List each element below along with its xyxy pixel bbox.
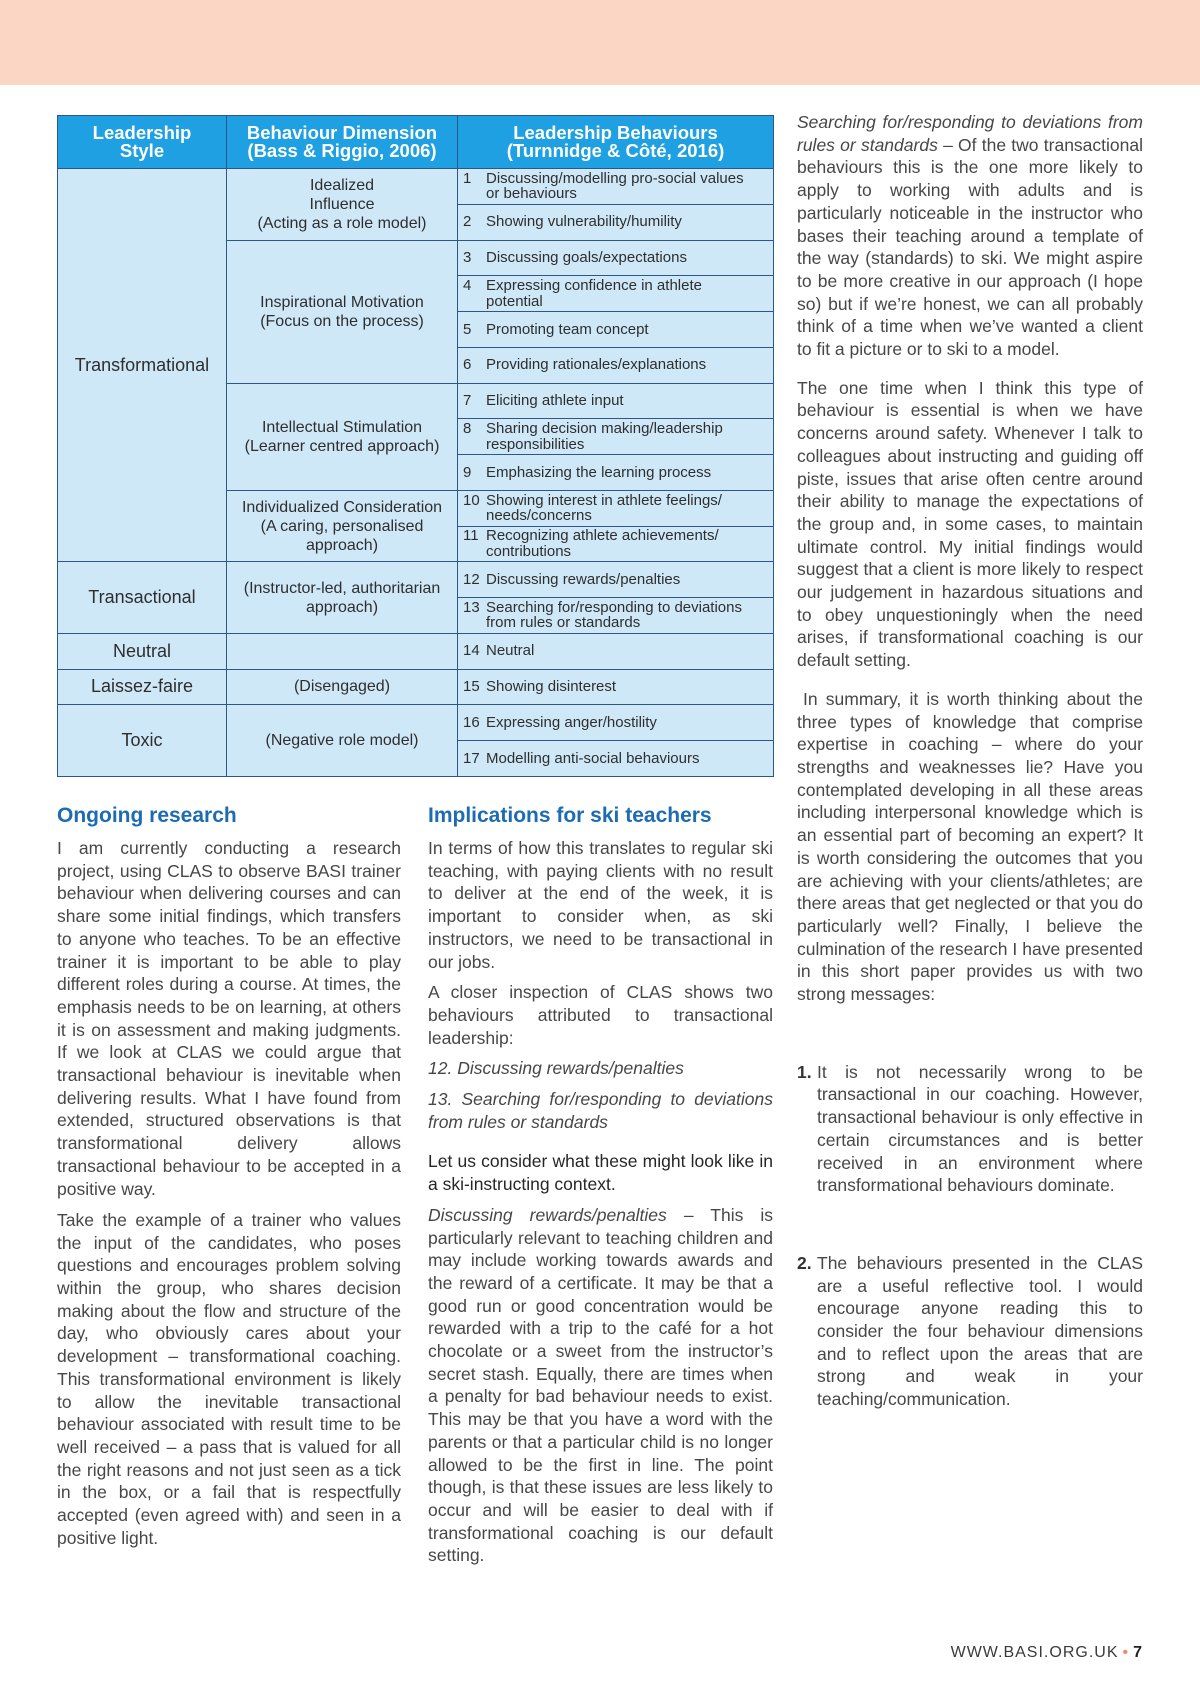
dimension-name: Intellectual Stimulation	[261, 418, 423, 436]
list-text: It is not necessarily wrong to be transactional in our coaching. However, transactional behaviour is only effective in certain circumstances and is better received in an environment where transformational behaviours dominate.	[817, 1061, 1143, 1196]
behaviour-text: Discussing/modelling pro-social values or behaviours	[486, 169, 744, 203]
dimension-individualized-consideration	[227, 490, 458, 562]
behaviour-number: 7	[463, 392, 472, 410]
page-number: 7	[1133, 1644, 1143, 1661]
dimension-instructor-led	[227, 562, 458, 634]
table-row	[58, 169, 774, 205]
body-paragraph-rewards	[428, 1204, 773, 1567]
body-paragraph-deviations	[797, 111, 1143, 361]
behaviour-number: 3	[463, 249, 472, 267]
behaviour-number: 14	[463, 642, 480, 660]
right-column	[797, 111, 1143, 1411]
dimension-idealized-influence	[227, 169, 458, 241]
behaviour-text: Providing rationales/explanations	[486, 356, 707, 374]
behaviour-text: Emphasizing the learning process	[486, 463, 712, 481]
dimension-inspirational-motivation	[227, 240, 458, 383]
list-text: The behaviours presented in the CLAS are a useful reflective tool. I would encourage anyone reading this to consider the four behaviour dimensions and to reflect upon the areas that are strong and weak in your teaching/communication.	[817, 1252, 1143, 1410]
behaviour-text: Showing interest in athlete feelings/​needs/concerns	[486, 491, 722, 525]
style-transactional: Transactional	[58, 562, 227, 634]
behaviour-cell	[458, 598, 774, 634]
behaviour-cell	[458, 312, 774, 348]
header-line: (Turnnidge & Côté, 2016)	[506, 140, 725, 161]
paragraph-text: – Of the two transactional behaviours this is the one more likely to apply to working with adults and is particularly noticeable in the instructor who bases their teaching around a template of the way (standards) to ski. We might aspire to be more creative in our approach (I hope so) but if we’re honest, we can all probably think of a time when we’ve wanted a client to fit a picture or to ski to a model.	[797, 134, 1143, 360]
dimension-description: (Acting as a role model)	[257, 214, 427, 232]
behaviour-cell	[458, 169, 774, 205]
header-line: Style	[119, 140, 165, 161]
behaviour-text: Expressing confidence in athlete potential	[486, 277, 702, 310]
behaviour-text: Eliciting athlete input	[486, 392, 624, 410]
table-row	[58, 633, 774, 669]
behaviour-number: 9	[463, 463, 472, 481]
behaviour-number: 6	[463, 356, 472, 374]
behaviour-cell	[458, 741, 774, 777]
dimension-description: (Instructor-led, authoritarian approach)	[243, 579, 441, 616]
body-paragraph: A closer inspection of CLAS shows two behaviours attributed to transactional leadership:	[428, 982, 773, 1048]
behaviour-cell	[458, 705, 774, 741]
header-band	[0, 0, 1200, 85]
footer-site-link[interactable]: WWW.BASI.ORG.UK	[950, 1644, 1119, 1661]
table-row	[58, 669, 774, 705]
page-footer	[951, 1641, 1143, 1665]
body-paragraph: In terms of how this translates to regular ski teaching, with paying clients with no result to deliver at the end of the week, it is important to consider when, as ski instructors, we need to be transactional in our jobs.	[428, 838, 773, 972]
style-neutral: Neutral	[58, 633, 227, 669]
body-paragraph: Take the example of a trainer who values the input of the candidates, who poses questions and encourages problem solving within the group, who shares decision making about the flow and structure of the day, who obviously cares about your development – transformational coaching. This transformational environment is likely to allow the inevitable transactional behaviour associated with result time to be well received – a pass that is valued for all the right reasons and not just seen as a tick in the box, or a fail that is respectfully accepted (even agreed with) and seen in a positive light.	[57, 1209, 401, 1548]
behaviour-cell	[458, 633, 774, 669]
dimension-description: (A caring, personalised approach)	[260, 517, 424, 554]
dimension-empty	[227, 633, 458, 669]
behaviour-cell	[458, 383, 774, 419]
behaviour-number: 1	[463, 169, 472, 187]
behaviour-item: 12. Discussing rewards/penalties	[428, 1058, 684, 1079]
behaviour-number: 10	[463, 491, 480, 509]
table-header-row	[58, 116, 774, 169]
dimension-description: (Negative role model)	[265, 732, 419, 749]
dimension-disengaged	[227, 669, 458, 705]
paragraph-lead: Searching for/responding to deviations from rules or standards	[797, 112, 1143, 155]
behaviour-text: Recognizing athlete achievements/​contributions	[486, 527, 719, 560]
dimension-intellectual-stimulation	[227, 383, 458, 490]
dimension-description: (Focus on the process)	[260, 312, 424, 330]
behaviour-cell	[458, 455, 774, 491]
body-paragraph: Let us consider what these might look like in a ski-instructing context.	[428, 1151, 773, 1195]
behaviour-text: Expressing anger/hostility	[486, 713, 657, 731]
middle-column	[428, 804, 773, 1567]
behaviour-text: Promoting team concept	[486, 320, 649, 338]
header-behaviour-dimension	[227, 116, 458, 169]
behaviour-number: 12	[463, 570, 480, 588]
list-number: 1.	[797, 1061, 812, 1082]
leadership-table	[57, 115, 774, 777]
section-heading-implications: Implications for ski teachers	[428, 804, 712, 827]
behaviour-number: 15	[463, 678, 480, 696]
header-line: Leadership	[92, 121, 192, 143]
paragraph-text: – This is particularly relevant to teaching children and may include working towards awards and the reward of a certificate. It may be that a good run or good concentration would be rewarded with a trip to the café for a hot chocolate or a sweet from the instructor’s secret stash. Equally, there are times when a penalty for bad behaviour needs to exist. This may be that you have a word with the parents or that a particular child is no longer allowed to be the first in line. The point though, is that these issues are less likely to occur and will be easier to deal with if transformational coaching is our default setting.	[428, 1204, 773, 1566]
header-line: Leadership Behaviours	[513, 121, 718, 143]
behaviour-cell	[458, 490, 774, 526]
header-leadership-style	[58, 116, 227, 169]
list-item	[797, 1252, 1143, 1411]
behaviour-text: Showing disinterest	[486, 678, 617, 696]
style-laissez-faire: Laissez-faire	[58, 669, 227, 705]
header-leadership-behaviours	[458, 116, 774, 169]
section-heading-ongoing-research: Ongoing research	[57, 804, 237, 827]
style-transformational: Transformational	[58, 169, 227, 562]
behaviour-number: 8	[463, 420, 472, 438]
behaviour-text: Sharing decision making/leadership responsibilities	[486, 420, 723, 453]
behaviour-number: 4	[463, 277, 472, 295]
table-row	[58, 705, 774, 741]
behaviour-item: 13. Searching for/responding to deviations from rules or standards	[428, 1089, 773, 1132]
behaviour-number: 5	[463, 320, 472, 338]
behaviour-cell	[458, 526, 774, 562]
left-column	[57, 804, 401, 1549]
behaviour-cell	[458, 562, 774, 598]
header-line: (Bass & Riggio, 2006)	[247, 140, 437, 161]
behaviour-text: Neutral	[486, 642, 535, 660]
behaviour-number: 13	[463, 598, 480, 616]
behaviour-text: Searching for/responding to deviations from rules or standards	[486, 598, 742, 632]
list-number: 2.	[797, 1252, 812, 1273]
list-item	[797, 1061, 1143, 1197]
behaviour-text: Discussing rewards/penalties	[486, 570, 681, 588]
style-toxic: Toxic	[58, 705, 227, 777]
behaviour-cell	[458, 240, 774, 276]
behaviour-cell	[458, 347, 774, 383]
behaviour-cell	[458, 204, 774, 240]
dimension-name: Inspirational Motivation	[260, 293, 424, 311]
dimension-name: Individualized Consideration	[241, 498, 443, 516]
behaviour-cell	[458, 669, 774, 705]
body-paragraph: The one time when I think this type of behaviour is essential is when we have concerns around safety. Whenever I talk to colleagues about instructing and guiding off piste, issues that arise often centre around their ability to manage the expectations of the group and, in some cases, to maintain ultimate control. My initial findings would suggest that a client is more likely to respect our judgement in hazardous situations and to obey unquestioningly when the need arises, if transformational coaching is our default setting.	[797, 377, 1143, 671]
paragraph-lead: Discussing rewards/penalties	[428, 1204, 667, 1225]
dimension-negative-role-model	[227, 705, 458, 777]
dimension-name: Idealized Influence	[309, 176, 375, 213]
behaviour-text: Showing vulnerability/humility	[486, 213, 682, 231]
bullet-separator: •	[1122, 1644, 1130, 1661]
behaviour-cell	[458, 419, 774, 455]
behaviour-number: 2	[463, 213, 472, 231]
table-row	[58, 562, 774, 598]
behaviour-text: Discussing goals/expectations	[486, 249, 687, 267]
dimension-description: (Learner centred approach)	[244, 437, 440, 455]
behaviour-number: 11	[463, 527, 479, 545]
header-line: Behaviour Dimension	[246, 121, 438, 143]
body-paragraph: In summary, it is worth thinking about the three types of knowledge that comprise expertise in coaching – where do your strengths and weaknesses lie? Have you contemplated developing in all these areas including interpersonal knowledge which is an essential part of becoming an expert? It is worth considering the outcomes that you are achieving with your clients/athletes; are there areas that get neglected or that you do particularly well? Finally, I believe the culmination of the research I have presented in this short paper provides us with two strong messages:	[797, 688, 1143, 1005]
body-paragraph: I am currently conducting a research project, using CLAS to observe BASI trainer behaviour when delivering courses and can share some initial findings, which transfers to anyone who teaches. To be an effective trainer it is important to be able to play different roles during a course. At times, the emphasis needs to be on learning, at others it is on assessment and making judgments. If we look at CLAS we could argue that transactional behaviour is inevitable when delivering results. What I have found from extended, structured observations is that transformational delivery allows transactional behaviour to be accepted in a positive way.	[57, 838, 401, 1199]
behaviour-number: 16	[463, 713, 480, 731]
dimension-description: (Disengaged)	[293, 678, 391, 696]
behaviour-number: 17	[463, 749, 480, 767]
behaviour-text: Modelling anti-social behaviours	[486, 749, 700, 767]
behaviour-cell	[458, 276, 774, 312]
